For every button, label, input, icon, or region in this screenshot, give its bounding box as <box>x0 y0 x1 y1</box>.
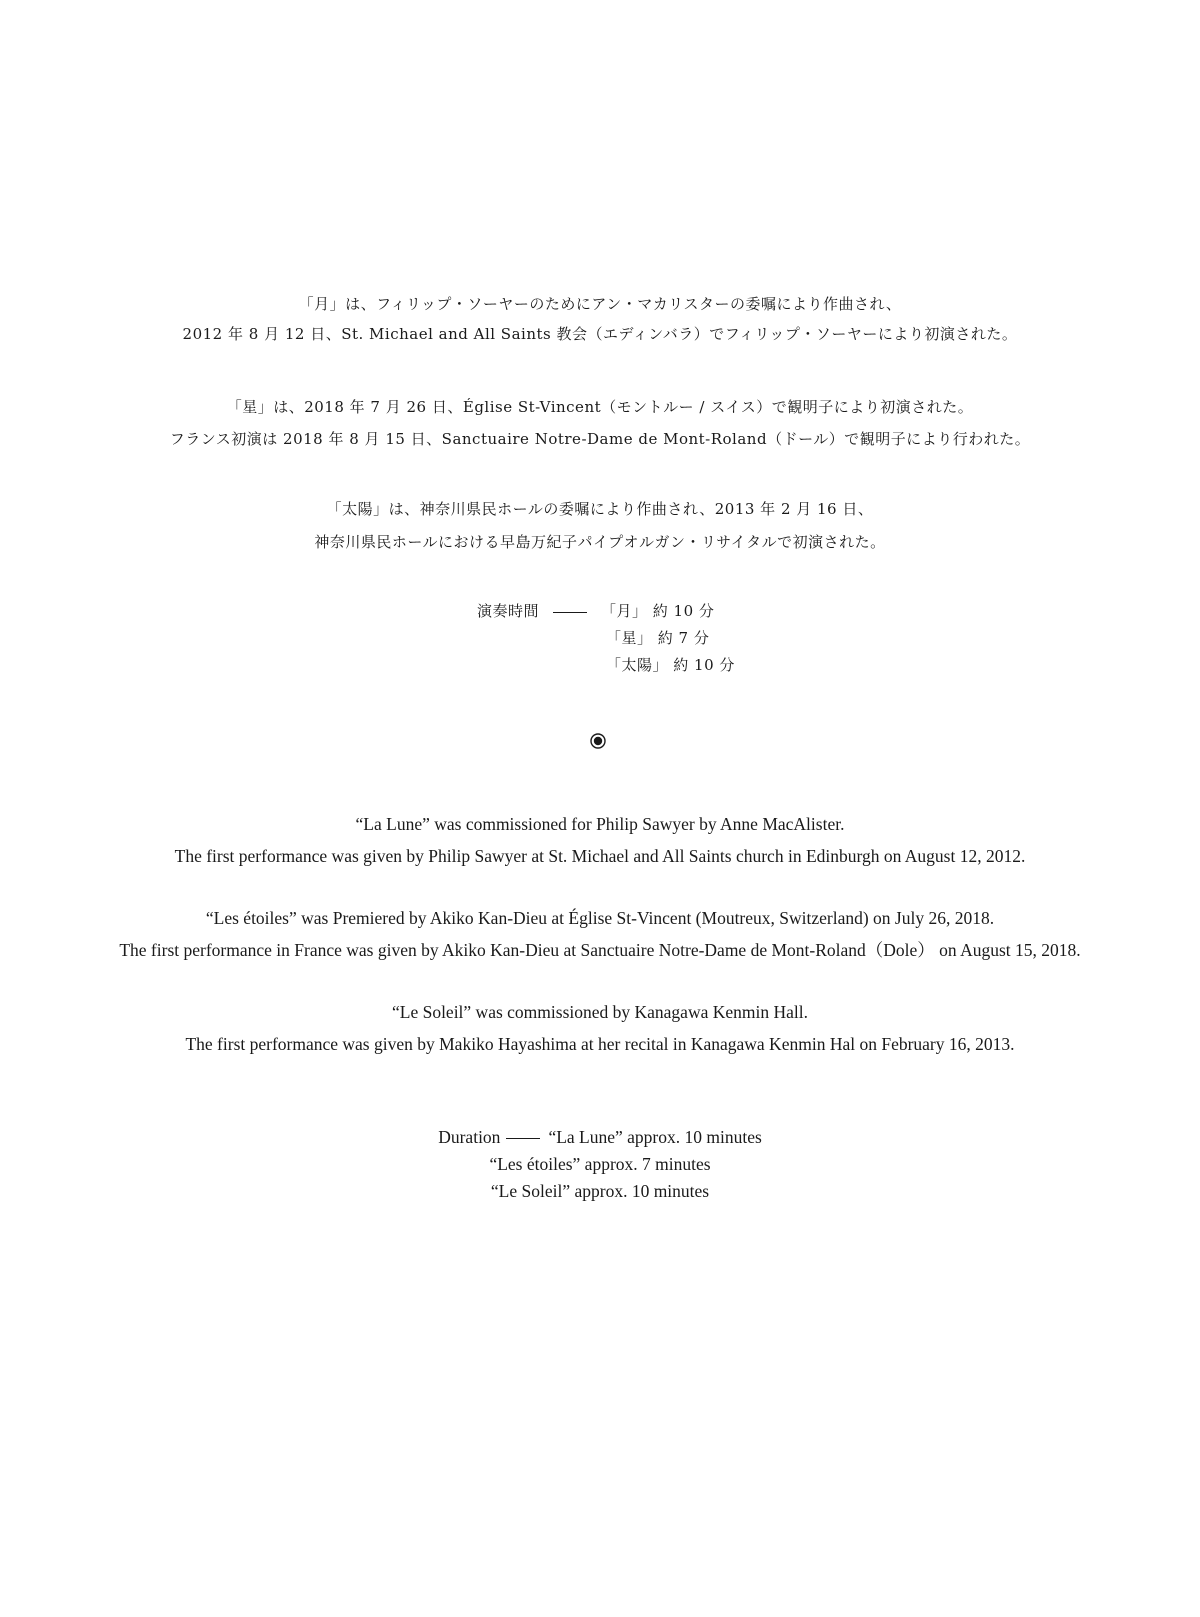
en-moon-line-1: “La Lune” was commissioned for Philip Sawyer by Anne MacAlister. <box>355 814 845 834</box>
en-sun-line-2: The first performance was given by Makiko Hayashima at her recital in Kanagawa Kenmin Hal on February 16, 2013. <box>185 1034 1015 1054</box>
jp-duration-item-stars: 「星」 約 7 分 <box>606 629 710 647</box>
jp-duration-row-1 <box>477 604 714 619</box>
jp-stars-line-2: フランス初演は 2018 年 8 月 15 日、Sanctuaire Notre-Dame de Mont-Roland（ドール）で観明子により行われた。 <box>169 430 1031 448</box>
en-stars-line-1: “Les étoiles” was Premiered by Akiko Kan-Dieu at Église St-Vincent (Moutreux, Switzerland) on July 26, 2018. <box>205 908 995 928</box>
en-duration-item-stars: “Les étoiles” approx. 7 minutes <box>489 1154 711 1174</box>
jp-duration-item-moon: 「月」 約 10 分 <box>601 602 715 620</box>
jp-moon-line-1: 「月」は、フィリップ・ソーヤーのためにアン・マカリスターの委嘱により作曲され、 <box>298 295 902 313</box>
en-duration-label: Duration <box>438 1127 501 1147</box>
jp-sun-line-1: 「太陽」は、神奈川県民ホールの委嘱により作曲され、2013 年 2 月 16 日、 <box>326 500 874 518</box>
jp-moon-line-2: 2012 年 8 月 12 日、St. Michael and All Saints 教会（エディンバラ）でフィリップ・ソーヤーにより初演された。 <box>182 325 1018 343</box>
jp-sun-line-2: 神奈川県民ホールにおける早島万紀子パイプオルガン・リサイタルで初演された。 <box>314 533 886 551</box>
en-sun-line-1: “Le Soleil” was commissioned by Kanagawa Kenmin Hall. <box>391 1002 808 1022</box>
en-duration-item-sun: “Le Soleil” approx. 10 minutes <box>490 1181 710 1201</box>
jp-stars-line-1: 「星」は、2018 年 7 月 26 日、Église St-Vincent（モントルー / スイス）で観明子により初演された。 <box>226 398 974 416</box>
en-moon-line-2: The first performance was given by Philip Sawyer at St. Michael and All Saints church in Edinburgh on August 12, 2012. <box>174 846 1026 866</box>
jp-duration-label: 演奏時間 <box>477 602 540 620</box>
en-duration-dash <box>506 1138 540 1139</box>
en-duration-row-1 <box>0 1129 1200 1147</box>
en-duration-item-moon: “La Lune” approx. 10 minutes <box>548 1127 762 1147</box>
en-stars-line-2: The first performance in France was given by Akiko Kan-Dieu at Sanctuaire Notre-Dame de Mont-Roland（Dole） on August 15, 2018. <box>119 940 1081 960</box>
fisheye-circle-icon <box>590 733 606 749</box>
jp-duration-dash <box>553 612 587 613</box>
jp-duration-item-sun: 「太陽」 約 10 分 <box>606 656 735 674</box>
